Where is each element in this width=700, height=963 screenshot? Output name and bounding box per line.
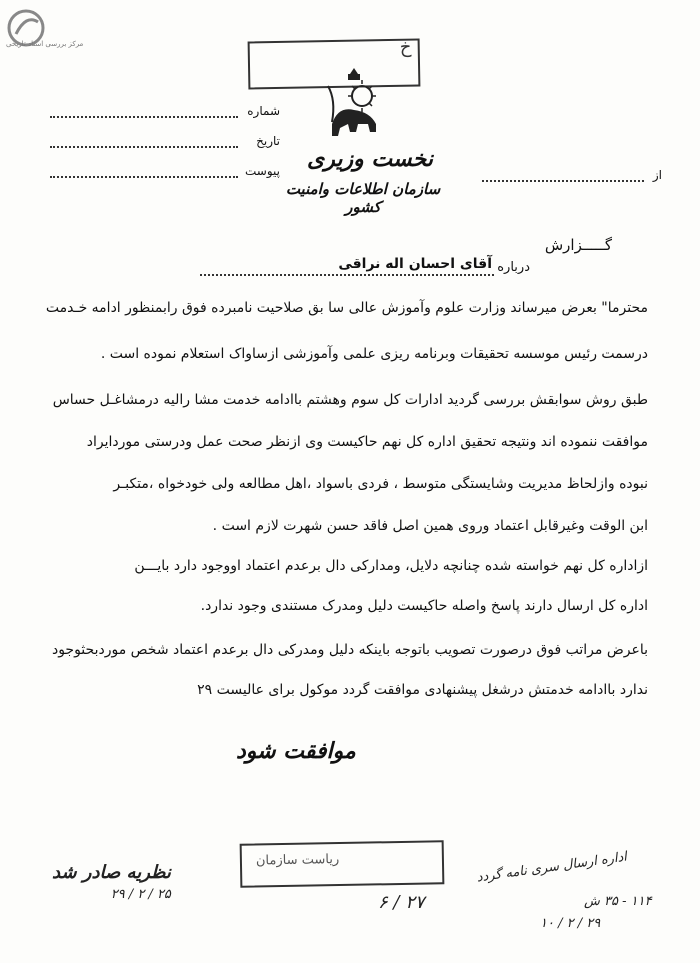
bottom-mid-date: ۲۷ / ۶: [378, 892, 425, 913]
body-line: درسمت رئیس موسسه تحقیقات وبرنامه ریزی علمی وآموزشی ازساواک استعلام نموده است .: [100, 346, 648, 362]
body-line: طبق روش سوابقش بررسی گردید ادارات کل سوم وهشتم باادامه خدمت مشا رالیه درمشاغـل حساس: [52, 392, 648, 408]
body-line: ازاداره کل نهم خواسته شده چنانچه دلایل، ومدارکی دال برعدم اعتماد اووجود دارد بایـــن: [134, 558, 648, 574]
from-line: [482, 180, 644, 182]
bottom-stamp: [240, 840, 445, 888]
body-line: محترما" بعرض میرساند وزارت علوم وآموزش عالی سا بق صلاحیت نامبرده فوق رابمنظور ادامه خـدمت: [45, 300, 648, 316]
number-label: شماره: [247, 104, 280, 118]
body-line: ندارد باادامه خدمتش درشغل پیشنهادی موافقت گردد موکول برای عالیست ۲۹: [197, 682, 648, 698]
attachment-field: [50, 164, 280, 182]
archive-watermark: [6, 8, 116, 56]
subject-line: [200, 274, 494, 276]
org-title: نخست وزیری: [307, 146, 433, 172]
from-field: [482, 168, 662, 186]
from-label: از: [652, 168, 662, 182]
archive-label: مرکز بررسی اسناد تاریخی: [6, 40, 84, 48]
stamp-mark: خ: [399, 36, 412, 58]
body-line: موافقت ننموده اند ونتیجه تحقیق اداره کل نهم حاکیست وی ازنظر صحت عمل ودرستی موردایراد: [86, 434, 648, 450]
approval-text: موافقت شود: [236, 738, 356, 764]
body-line: ابن الوقت وغیرقابل اعتماد وروی همین اصل فاقد حسن شهرت لازم است .: [212, 518, 648, 534]
subject-value: آقای احسان اله نراقی: [338, 256, 492, 272]
bottom-stamp-text: ریاست سازمان: [255, 852, 340, 869]
bottom-left-date: ۲۵ / ۲ / ۲۹: [110, 887, 171, 902]
org-subtitle: سازمان اطلاعات وامنیت کشور: [285, 180, 441, 216]
date-line: [50, 146, 238, 148]
report-heading: گـــــزارش: [544, 236, 612, 254]
body-line: نبوده وازلحاظ مدیریت وشایستگی متوسط ، فردی باسواد ،اهل مطالعه ولی خودخواه ،متکبـر: [113, 476, 648, 492]
bottom-left-text: نظریه صادر شد: [52, 862, 171, 883]
date-label: تاریخ: [256, 134, 280, 148]
bottom-right-date: ۲۹ / ۲ / ۱۰: [540, 916, 601, 931]
subject-label: درباره: [497, 260, 530, 275]
attachment-label: پیوست: [245, 164, 280, 178]
date-field: [50, 134, 280, 152]
bottom-left-note: [52, 862, 171, 902]
number-field: [50, 104, 280, 122]
subject-field: [200, 256, 530, 278]
lion-and-sun-emblem-icon: [318, 66, 390, 146]
approval-note: [236, 738, 356, 764]
body-line: اداره کل ارسال دارند پاسخ واصله حاکیست دلیل ومدرک مستندی وجود ندارد.: [200, 598, 648, 614]
bottom-right-note: اداره ارسال سری نامه گردد: [475, 849, 628, 886]
bottom-right-number: ۱۱۴ - ۳۵ ش: [584, 894, 652, 909]
number-line: [50, 116, 238, 118]
body-line: باعرض مراتب فوق درصورت تصویب باتوجه باینکه دلیل ومدرکی دال برعدم اعتماد شخص موردبحثوجود: [51, 642, 648, 658]
attachment-line: [50, 176, 238, 178]
